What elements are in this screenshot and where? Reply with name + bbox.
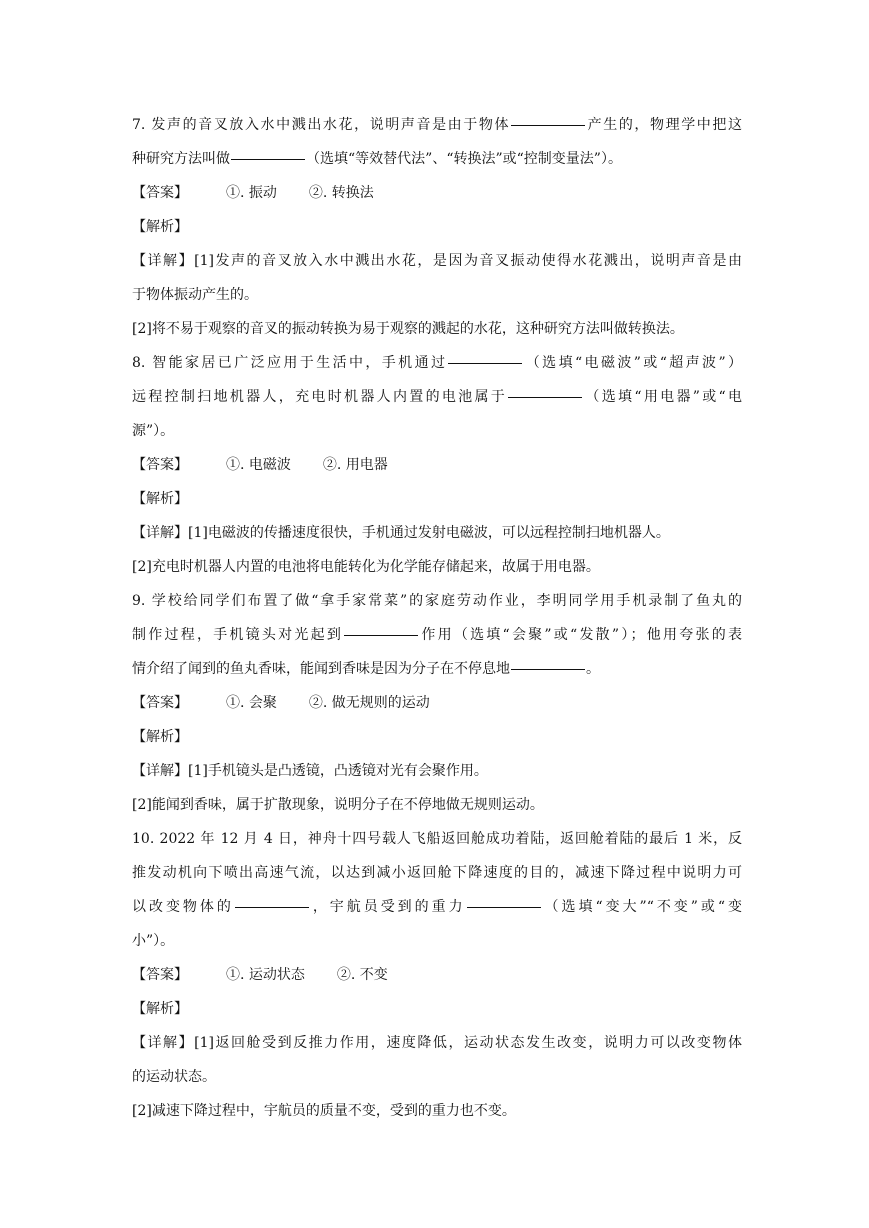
q8-stem-line-1 [132,346,742,380]
q8-stem-text: （选填“用电器”或“电 [583,389,742,405]
q7-blank-1 [511,124,585,126]
q8-analysis-label: 【解析】 [132,491,188,507]
q10-stem-line-3 [132,890,742,924]
q7-detail-1b: 于物体振动产生的。 [132,287,258,303]
q9-stem-text: 情介绍了闻到的鱼丸香味，能闻到香味是因为分子在不停息地 [132,661,510,677]
q10-stem-line-1: 10. 2022 年 12 月 4 日，神舟十四号载人飞船返回舱成功着陆，返回舱着陆的最后 1 米，反 [132,831,742,847]
q9-analysis-label: 【解析】 [132,729,188,745]
answer-label: 【答案】 [132,967,188,983]
q9-stem-text: 制作过程，手机镜头对光起到 [132,627,344,643]
q10-stem-text: ，宇航员受到的重力 [309,899,466,915]
q9-answer-1: ①. 会聚 [226,695,277,711]
q8-answer [132,448,742,482]
q7-answer-1: ①. 振动 [226,185,277,201]
q7-stem-text: 7. 发声的音叉放入水中溅出水花，说明声音是由于物体 [132,117,511,133]
q9-stem-text: 作用（选填“会聚”或“发散”）；他用夸张的表 [419,627,742,643]
q8-stem-line-2 [132,380,742,414]
q10-detail-1a: 【详解】[1]返回舱受到反推力作用，速度降低，运动状态发生改变，说明力可以改变物体 [132,1035,742,1051]
q7-detail-2: [2]将不易于观察的音叉的振动转换为易于观察的溅起的水花，这种研究方法叫做转换法。 [132,321,684,337]
q10-analysis-label: 【解析】 [132,1001,188,1017]
q8-stem-line-3: 源”）。 [132,423,175,439]
q9-detail-2: [2]能闻到香味，属于扩散现象，说明分子在不停地做无规则运动。 [132,797,544,813]
q7-stem-line-2 [132,142,742,176]
q10-detail-2: [2]减速下降过程中，宇航员的质量不变，受到的重力也不变。 [132,1103,516,1119]
q10-detail-1b: 的运动状态。 [132,1069,216,1085]
q8-detail-2: [2]充电时机器人内置的电池将电能转化为化学能存储起来，故属于用电器。 [132,559,600,575]
q7-stem-line-1 [132,108,742,142]
q8-blank-2 [508,396,582,398]
q10-answer-1: ①. 运动状态 [226,967,305,983]
q8-stem-text: 远程控制扫地机器人，充电时机器人内置的电池属于 [132,389,508,405]
q10-answer-2: ②. 不变 [336,967,388,983]
q8-blank-1 [448,362,522,364]
q7-analysis-label: 【解析】 [132,219,188,235]
q9-stem-text: 。 [586,661,600,677]
q9-stem-line-3 [132,652,742,686]
answer-label: 【答案】 [132,185,188,201]
q9-blank-2 [511,668,585,670]
q10-stem-text: （选填“变大”“不变”或“变 [541,899,743,915]
q10-blank-1 [235,906,309,908]
q7-stem-text: 产生的，物理学中把这 [586,117,742,133]
q9-blank-1 [344,634,418,636]
q8-stem-text: 8. 智能家居已广泛应用于生活中，手机通过 [132,355,448,371]
q9-answer-2: ②. 做无规则的运动 [308,695,430,711]
answer-label: 【答案】 [132,457,188,473]
q10-blank-2 [467,906,541,908]
q7-stem-text: 种研究方法叫做 [132,151,230,167]
q7-detail-1a: 【详解】[1]发声的音叉放入水中溅出水花，是因为音叉振动使得水花溅出，说明声音是由 [132,253,742,269]
q7-blank-2 [231,158,305,160]
document-page [132,108,742,1128]
q9-detail-1: 【详解】[1]手机镜头是凸透镜，凸透镜对光有会聚作用。 [132,763,488,779]
q7-answer [132,176,742,210]
q7-stem-text: （选填“等效替代法”、“转换法”或“控制变量法”）。 [306,151,622,167]
q8-answer-1: ①. 电磁波 [226,457,291,473]
q10-answer [132,958,742,992]
q8-answer-2: ②. 用电器 [322,457,388,473]
answer-label: 【答案】 [132,695,188,711]
q7-answer-2: ②. 转换法 [308,185,374,201]
q10-stem-line-4: 小”）。 [132,933,175,949]
q9-stem-line-2 [132,618,742,652]
q9-answer [132,686,742,720]
q9-stem-line-1: 9. 学校给同学们布置了做“拿手家常菜”的家庭劳动作业，李明同学用手机录制了鱼丸的 [132,593,742,609]
q10-stem-line-2: 推发动机向下喷出高速气流，以达到减小返回舱下降速度的目的，减速下降过程中说明力可 [132,865,742,881]
q10-stem-text: 以改变物体的 [132,899,234,915]
q8-detail-1: 【详解】[1]电磁波的传播速度很快，手机通过发射电磁波，可以远程控制扫地机器人。 [132,525,670,541]
q8-stem-text: （选填“电磁波”或“超声波”） [523,355,742,371]
